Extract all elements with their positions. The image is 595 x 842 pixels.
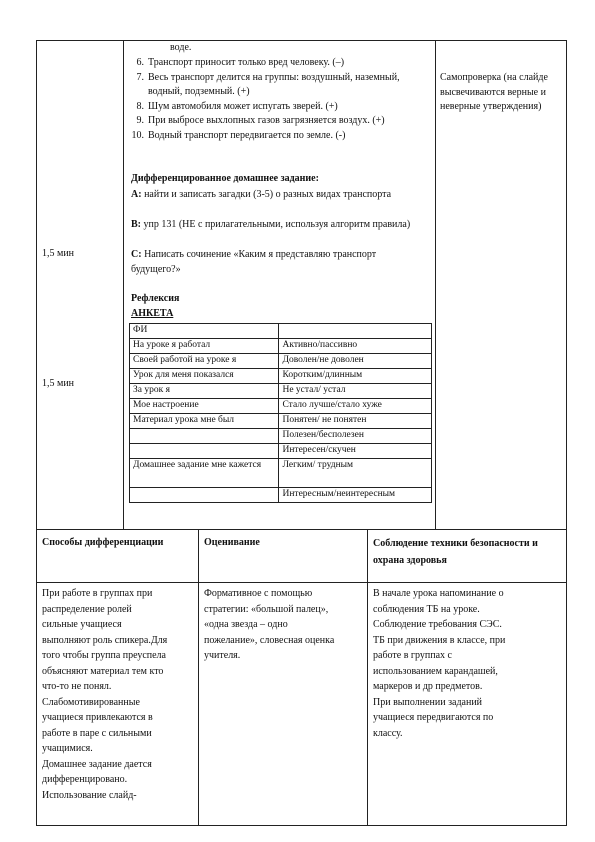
table-cell	[130, 429, 279, 444]
homework-c-text: Написать сочинение «Каким я представляю транспорт будущего?»	[131, 249, 377, 275]
table-cell: ФИ	[130, 324, 279, 339]
table-cell: На уроке я работал	[130, 339, 279, 354]
text-line: Домашнее задание дается	[42, 758, 152, 770]
table-top-border	[36, 40, 566, 41]
homework-b	[131, 218, 427, 233]
text-line: учащиеся передвигаются по	[373, 712, 494, 723]
table-left-border	[36, 40, 37, 825]
table-row	[130, 488, 432, 503]
table-row	[130, 369, 432, 384]
time-label: 1,5 мин	[42, 248, 75, 259]
text-line: работе в паре с сильными	[42, 727, 152, 739]
table-cell: Интересен/скучен	[279, 444, 432, 459]
text-line: сильные учащиеся	[42, 619, 122, 630]
list-item: 6. Транспорт приносит только вред человеку. (–)	[136, 57, 345, 68]
time-label: 1,5 мин	[42, 378, 75, 389]
table-row	[130, 324, 432, 339]
self-check-note: Самопроверка (на слайде высвечиваются верные и неверные утверждения)	[440, 72, 548, 112]
table-cell	[279, 324, 432, 339]
homework-a-text: найти и записать загадки (3-5) о разных видах транспорта	[141, 189, 392, 200]
table-row	[130, 339, 432, 354]
differentiation-text	[42, 586, 197, 803]
table-row	[130, 429, 432, 444]
section-divider	[36, 529, 567, 530]
table-cell: Домашнее задание мне кажется	[130, 459, 279, 488]
table-cell: Активно/пассивно	[279, 339, 432, 354]
table-bottom-border	[36, 825, 567, 826]
statements-list	[124, 56, 429, 143]
homework-b-text: упр 131 (НЕ с прилагательными, используя алгоритм правила)	[141, 219, 411, 230]
text-line: маркеров и др предметов.	[373, 681, 483, 692]
table-cell: Легким/ трудным	[279, 459, 432, 488]
text-line: учащимися.	[42, 743, 93, 754]
table-cell	[130, 444, 279, 459]
list-item: 7. Весь транспорт делится на группы: воздушный, наземный, водный, подземный. (+)	[136, 71, 400, 97]
text-line: При работе в группах при	[42, 588, 153, 599]
text-line: учащиеся привлекаются в	[42, 712, 153, 723]
homework-a-label: А:	[131, 189, 142, 200]
table-row	[130, 354, 432, 369]
table-cell: Не устал/ устал	[279, 384, 432, 399]
text-line: Соблюдение требования СЭС.	[373, 619, 502, 630]
table-row	[130, 399, 432, 414]
text-line: учителя.	[204, 650, 241, 661]
header-assessment: Оценивание	[204, 537, 260, 548]
text-line: Использование слайд-	[42, 789, 137, 801]
text-line: Формативное с помощью	[204, 588, 313, 599]
homework-a	[131, 188, 427, 203]
text-line: классу.	[373, 727, 403, 739]
header-safety: Соблюдение техники безопасности и охрана здоровья	[373, 538, 538, 566]
text-line: что-то не понял.	[42, 681, 112, 692]
list-fragment: воде.	[170, 42, 192, 53]
text-line: дифференцировано.	[42, 774, 128, 785]
header-row-divider	[36, 582, 567, 583]
homework-c	[131, 248, 427, 277]
table-cell: Стало лучше/стало хуже	[279, 399, 432, 414]
text-line: При выполнении заданий	[373, 696, 483, 708]
text-line: «одна звезда – одно	[204, 619, 288, 630]
homework-c-label: С:	[131, 249, 142, 260]
table-cell: Своей работой на уроке я	[130, 354, 279, 369]
lower-col-divider-1	[198, 529, 199, 825]
text-line: Слабомотивированные	[42, 696, 140, 708]
text-line: того чтобы группа преуспела	[42, 650, 166, 661]
table-cell: За урок я	[130, 384, 279, 399]
upper-col-divider-2	[435, 40, 436, 529]
text-line: стратегии: «большой палец»,	[204, 603, 329, 615]
homework-title: Дифференцированное домашнее задание:	[131, 173, 319, 184]
text-line: работе в группах с	[373, 650, 452, 661]
text-line: использованием карандашей,	[373, 665, 498, 677]
table-cell: Понятен/ не понятен	[279, 414, 432, 429]
table-right-border	[566, 40, 567, 825]
list-item: 9. При выбросе выхлопных газов загрязняется воздух. (+)	[136, 115, 385, 126]
list-item: 10. Водный транспорт передвигается по земле. (-)	[131, 129, 346, 141]
table-cell: Мое настроение	[130, 399, 279, 414]
homework-b-label: В:	[131, 219, 141, 230]
table-row	[130, 444, 432, 459]
anketa-table	[129, 323, 432, 503]
table-cell: Полезен/бесполезен	[279, 429, 432, 444]
table-cell: Коротким/длинным	[279, 369, 432, 384]
text-line: В начале урока напоминание о	[373, 588, 504, 599]
text-line: выполняют роль спикера.Для	[42, 634, 168, 646]
table-cell: Интересным/неинтересным	[279, 488, 432, 503]
header-differentiation: Способы дифференциации	[42, 537, 164, 548]
text-line: пожелание», словесная оценка	[204, 634, 335, 646]
table-row	[130, 384, 432, 399]
table-row	[130, 414, 432, 429]
lower-col-divider-2	[367, 529, 368, 825]
table-row	[130, 459, 432, 488]
safety-text	[373, 586, 565, 741]
anketa-title: АНКЕТА	[131, 308, 174, 319]
text-line: распределение ролей	[42, 603, 132, 615]
text-line: объясняют материал тем кто	[42, 665, 164, 677]
table-cell: Доволен/не доволен	[279, 354, 432, 369]
table-cell	[130, 488, 279, 503]
assessment-text	[204, 586, 366, 664]
list-item: 8. Шум автомобиля может испугать зверей. (+)	[136, 100, 338, 112]
text-line: соблюдения ТБ на уроке.	[373, 603, 480, 615]
text-line: ТБ при движения в классе, при	[373, 634, 506, 646]
table-cell: Материал урока мне был	[130, 414, 279, 429]
reflection-title: Рефлексия	[131, 293, 180, 304]
table-cell: Урок для меня показался	[130, 369, 279, 384]
